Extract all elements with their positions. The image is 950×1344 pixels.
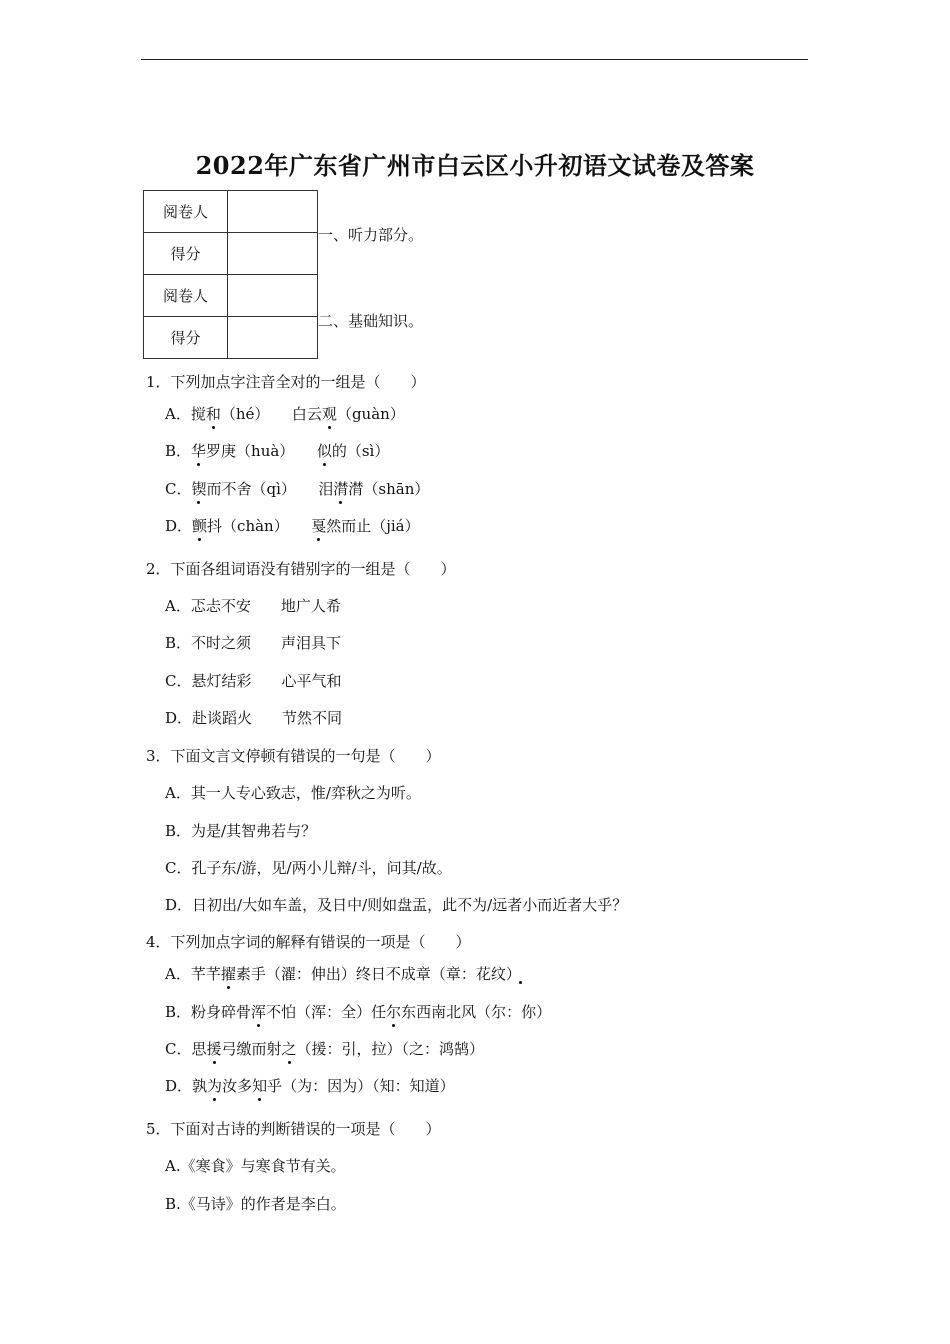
question-4-option-b[interactable] xyxy=(165,1001,551,1022)
option-prefix: C． xyxy=(165,1040,192,1058)
emphasis-char: 浑 xyxy=(251,1003,267,1021)
option-text: 乎（为：因为）（知：知道） xyxy=(267,1077,455,1095)
question-1-option-b[interactable] xyxy=(165,440,389,461)
option-text: 芊芊 xyxy=(190,965,221,983)
emphasis-char: 华 xyxy=(191,442,207,460)
question-2-stem: 2．下面各组词语没有错别字的一组是（ ） xyxy=(146,560,456,578)
option-text: 不怕（浑：全）任 xyxy=(266,1003,387,1021)
grader-field[interactable] xyxy=(228,275,318,317)
option-text: （援：引，拉）（之：鸿鹄） xyxy=(296,1040,485,1058)
score-table xyxy=(143,190,318,359)
option-prefix: D． xyxy=(165,517,193,535)
question-1-option-a[interactable] xyxy=(165,403,405,424)
question-3-option-b[interactable]: B．为是/其智弗若与？ xyxy=(165,822,317,840)
emphasis-char: 似 xyxy=(316,442,332,460)
option-text: 素手（濯：伸出）终日不成章（章：花纹） xyxy=(235,965,521,983)
option-text: 搅 xyxy=(190,405,206,423)
score-label: 得分 xyxy=(144,317,228,359)
emphasis-char: 尔 xyxy=(386,1003,402,1021)
option-text: 思 xyxy=(191,1040,207,1058)
grader-label: 阅卷人 xyxy=(144,275,228,317)
emphasis-char: 之 xyxy=(281,1040,297,1058)
section-listening: 一、听力部分。 xyxy=(318,226,424,244)
question-3-option-c[interactable]: C．孔子东/游，见/两小儿辩/斗，问其/故。 xyxy=(165,859,452,877)
table-row xyxy=(144,275,318,317)
score-field[interactable] xyxy=(228,317,318,359)
question-2-option-b[interactable]: B．不时之须 声泪具下 xyxy=(165,634,342,652)
question-1-stem: 1．下列加点字注音全对的一组是（ ） xyxy=(146,373,426,391)
page-title: 2022年广东省广州市白云区小升初语文试卷及答案 xyxy=(195,151,755,180)
question-5-option-a[interactable]: A.《寒食》与寒食节有关。 xyxy=(165,1157,346,1175)
option-prefix: B． xyxy=(165,1003,192,1021)
option-text: 然而止（jiá） xyxy=(326,517,420,535)
option-text: 汝多 xyxy=(222,1077,253,1095)
question-5-stem: 5．下面对古诗的判断错误的一项是（ ） xyxy=(146,1120,441,1138)
question-5-option-b[interactable]: B.《马诗》的作者是李白。 xyxy=(165,1195,346,1213)
option-text: 罗庚（huà） xyxy=(206,442,317,460)
grader-field[interactable] xyxy=(228,191,318,233)
option-text: （guàn） xyxy=(336,405,405,423)
header-rule xyxy=(141,59,808,60)
question-2-option-a[interactable]: A．忑忐不安 地广人希 xyxy=(165,597,341,615)
section-basics: 二、基础知识。 xyxy=(318,312,424,330)
emphasis-char: 锲 xyxy=(191,480,207,498)
question-4-option-c[interactable] xyxy=(165,1038,484,1059)
option-prefix: C． xyxy=(165,480,192,498)
emphasis-char: 知 xyxy=(252,1077,268,1095)
table-row xyxy=(144,191,318,233)
question-2-option-c[interactable]: C．悬灯结彩 心平气和 xyxy=(165,672,342,690)
emphasis-char: 戛 xyxy=(311,517,327,535)
question-1-option-c[interactable] xyxy=(165,478,429,499)
option-prefix: D． xyxy=(165,1077,193,1095)
emphasis-char: 颤 xyxy=(192,517,208,535)
score-field[interactable] xyxy=(228,233,318,275)
question-4-option-d[interactable] xyxy=(165,1075,455,1096)
emphasis-char: 为 xyxy=(207,1077,223,1095)
option-text: 抖（chàn） xyxy=(207,517,312,535)
question-4-option-a[interactable] xyxy=(165,963,521,984)
option-text: 潸（shān） xyxy=(348,480,430,498)
emphasis-char: 援 xyxy=(206,1040,222,1058)
question-3-option-a[interactable]: A．其一人专心致志，惟/弈秋之为听。 xyxy=(165,784,421,802)
option-text: 而不舍（qì） 泪 xyxy=(206,480,334,498)
question-2-option-d[interactable]: D．赴谈蹈火 节然不同 xyxy=(165,709,343,727)
option-text: 的（sì） xyxy=(331,442,390,460)
emphasis-char: 擢 xyxy=(220,965,236,983)
emphasis-char: 潸 xyxy=(333,480,349,498)
table-row xyxy=(144,233,318,275)
option-text: 粉身碎骨 xyxy=(191,1003,252,1021)
option-prefix: A． xyxy=(165,965,191,983)
option-text: 弓缴而射 xyxy=(221,1040,282,1058)
option-prefix: A． xyxy=(165,405,191,423)
emphasis-char: 观 xyxy=(321,405,337,423)
grader-label: 阅卷人 xyxy=(144,191,228,233)
option-text: 孰 xyxy=(192,1077,208,1095)
question-4-stem: 4．下列加点字词的解释有错误的一项是（ ） xyxy=(146,933,471,951)
score-label: 得分 xyxy=(144,233,228,275)
question-3-option-d[interactable]: D．日初出/大如车盖，及日中/则如盘盂，此不为/远者小而近者大乎？ xyxy=(165,896,628,914)
option-prefix: B． xyxy=(165,442,192,460)
option-text: （hé） 白云 xyxy=(220,405,322,423)
option-text: 东西南北风（尔：你） xyxy=(401,1003,552,1021)
question-1-option-d[interactable] xyxy=(165,515,420,536)
emphasis-char: 和 xyxy=(205,405,221,423)
question-3-stem: 3．下面文言文停顿有错误的一句是（ ） xyxy=(146,747,441,765)
table-row xyxy=(144,317,318,359)
